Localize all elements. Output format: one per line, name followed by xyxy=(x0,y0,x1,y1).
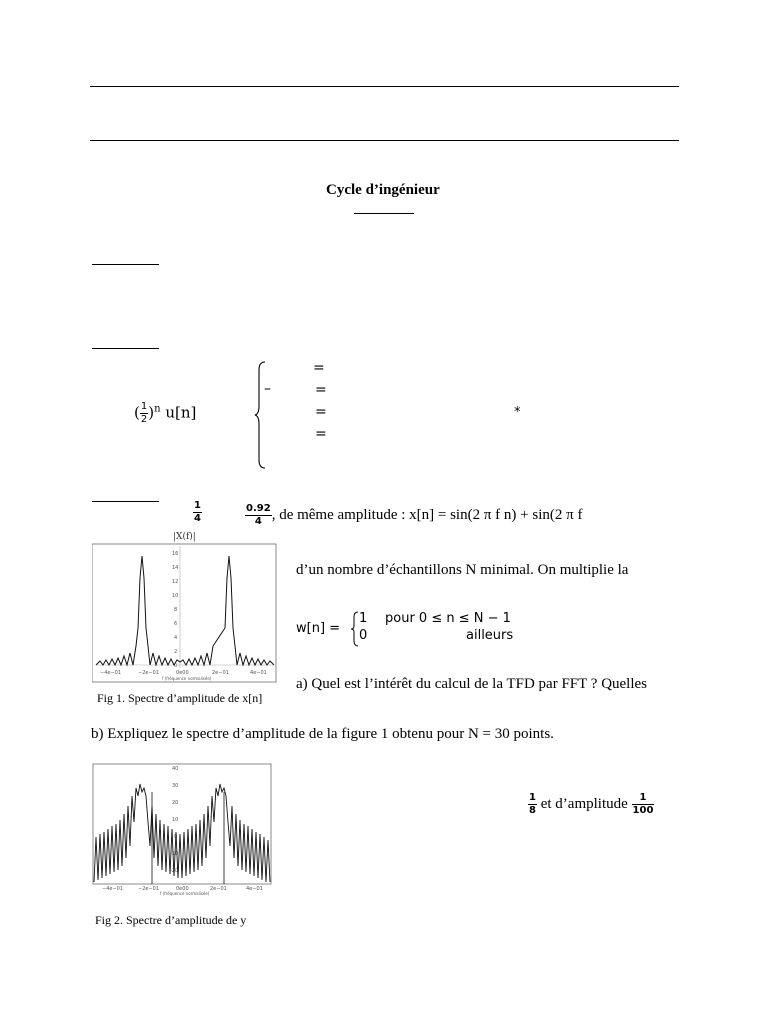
figure1-xlabel: f (fréquence normalisée) xyxy=(162,676,212,681)
section3-line1: $\frac{0.92}{4}$ , de même amplitude : x[n] = sin(2 π f n) + sin(2 π f xyxy=(246,503,583,527)
question-a: a) Quel est l’intérêt du calcul de la TFD par FFT ? Quelles xyxy=(296,676,648,692)
svg-text:30: 30 xyxy=(172,783,179,789)
convolution-star: * xyxy=(514,405,521,420)
svg-text:14: 14 xyxy=(172,565,179,571)
figure1-spectrum-curve xyxy=(96,556,274,665)
sequence-base-fraction: $\frac{1}{2}$ xyxy=(140,401,148,425)
system-minus: – xyxy=(264,381,271,397)
system-eq-1: = xyxy=(313,360,325,376)
svg-text:-10: -10 xyxy=(170,851,179,857)
svg-text:0e00: 0e00 xyxy=(176,886,189,892)
figure2-spectrum-curve xyxy=(94,784,270,882)
svg-text:2e−01: 2e−01 xyxy=(212,670,229,676)
svg-text:10: 10 xyxy=(172,817,179,823)
figure2-xlabel: f (fréquence normalisée) xyxy=(160,891,210,896)
figure2-caption: Fig 2. Spectre d’amplitude de y xyxy=(95,913,247,927)
svg-text:8: 8 xyxy=(174,607,178,613)
svg-text:−4e−01: −4e−01 xyxy=(100,670,121,676)
svg-text:10: 10 xyxy=(172,593,179,599)
svg-text:4e−01: 4e−01 xyxy=(250,670,267,676)
figure1-plot xyxy=(92,528,278,688)
header-top-rule xyxy=(90,86,679,87)
svg-text:12: 12 xyxy=(172,579,179,585)
frequency-amplitude-text: $\frac{1}{8}$ et d’amplitude $\frac{1}{100}$ xyxy=(529,792,654,816)
section3-heading-rule xyxy=(92,501,159,502)
figure2-plot xyxy=(92,762,272,896)
svg-text:4e−01: 4e−01 xyxy=(246,886,263,892)
frac-quarter: $\frac{1}{4}$ xyxy=(194,500,201,524)
frac-eighth: $\frac{1}{8}$ xyxy=(529,792,536,816)
svg-text:0e00: 0e00 xyxy=(176,670,189,676)
system-brace xyxy=(254,360,268,470)
svg-text:-20: -20 xyxy=(170,868,179,874)
figure1-yticks xyxy=(172,551,178,669)
svg-text:−2e−01: −2e−01 xyxy=(138,670,159,676)
header-bottom-rule xyxy=(90,140,679,141)
system-eq-4: = xyxy=(315,426,327,442)
frac-hundredth: $\frac{1}{100}$ xyxy=(632,792,654,816)
svg-text:−4e−01: −4e−01 xyxy=(102,886,123,892)
figure1-ylabel: |X(f)| xyxy=(173,532,196,542)
section1-heading-rule xyxy=(92,264,159,265)
svg-text:16: 16 xyxy=(172,551,179,557)
svg-text:0: 0 xyxy=(174,663,178,669)
system-eq-3: = xyxy=(315,404,327,420)
svg-text:−2e−01: −2e−01 xyxy=(138,886,159,892)
svg-text:0: 0 xyxy=(174,834,178,840)
svg-text:2: 2 xyxy=(174,649,178,655)
section2-heading-rule xyxy=(92,348,159,349)
question-b: b) Expliquez le spectre d’amplitude de la figure 1 obtenu pour N = 30 points. xyxy=(91,726,554,742)
figure1-caption: Fig 1. Spectre d’amplitude de x[n] xyxy=(97,691,263,705)
svg-text:20: 20 xyxy=(172,800,179,806)
svg-text:40: 40 xyxy=(172,766,179,772)
system-eq-2: = xyxy=(315,382,327,398)
section3-line2: d’un nombre d’échantillons N minimal. On multiplie la xyxy=(296,562,629,578)
svg-text:2e−01: 2e−01 xyxy=(210,886,227,892)
page-title: Cycle d’ingénieur xyxy=(326,182,440,198)
frac-092: $\frac{0.92}{4}$ xyxy=(246,503,271,527)
sequence-expression: ( $\frac{1}{2}$ )$^n$ u[n] xyxy=(134,401,197,425)
svg-text:6: 6 xyxy=(174,621,178,627)
svg-text:4: 4 xyxy=(174,635,178,641)
title-underline xyxy=(354,213,414,214)
